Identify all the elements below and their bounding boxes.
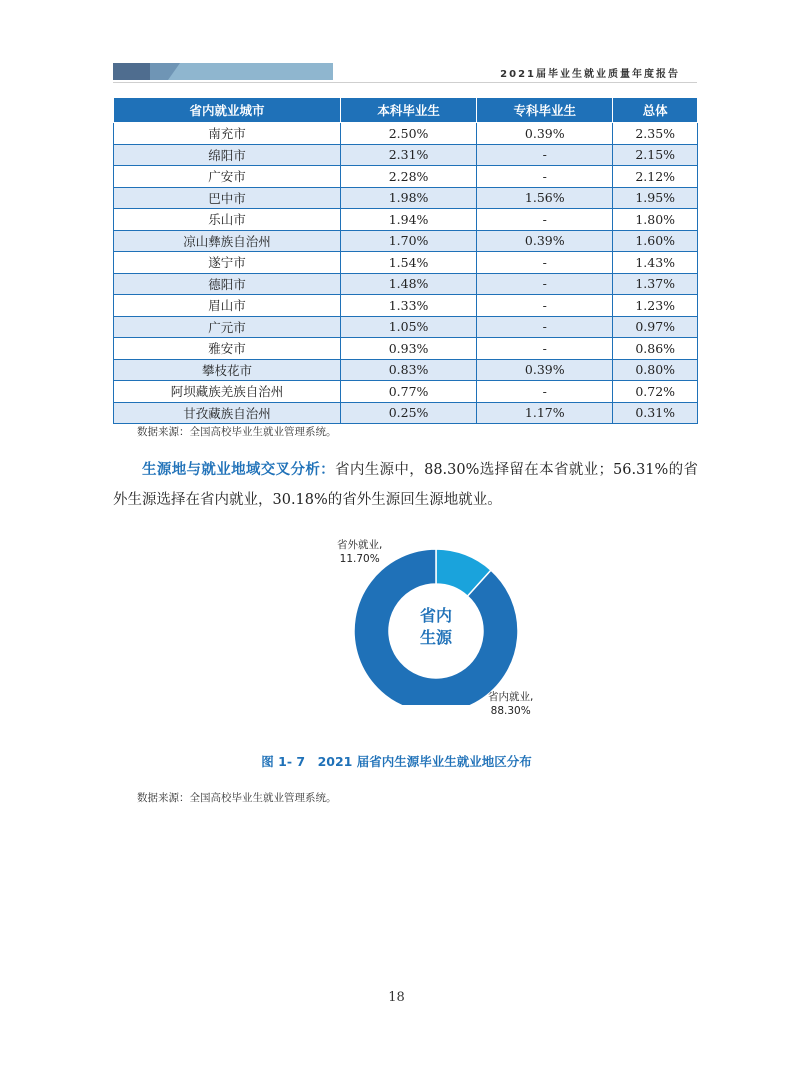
slice-label-value: 11.70%: [339, 553, 380, 565]
city-cell: 广安市: [114, 166, 341, 188]
table-row: [114, 338, 698, 360]
value-cell: -: [477, 252, 613, 274]
city-cell: 广元市: [114, 316, 341, 338]
value-cell: 1.43%: [613, 252, 698, 274]
table-row: [114, 209, 698, 231]
value-cell: 1.48%: [341, 273, 477, 295]
table-row: [114, 187, 698, 209]
slice-label-name: 省外就业,: [337, 539, 383, 551]
report-title: 2021届毕业生就业质量年度报告: [500, 69, 680, 80]
value-cell: -: [477, 144, 613, 166]
value-cell: 1.70%: [341, 230, 477, 252]
city-cell: 甘孜藏族自治州: [114, 402, 341, 424]
table-row: [114, 166, 698, 188]
column-header: 总体: [613, 98, 698, 123]
city-cell: 南充市: [114, 123, 341, 145]
city-cell: 雅安市: [114, 338, 341, 360]
figure-source-note: 数据来源：全国高校毕业生就业管理系统。: [137, 792, 337, 804]
table-row: [114, 402, 698, 424]
value-cell: 2.50%: [341, 123, 477, 145]
page-number: 18: [388, 990, 405, 1005]
paragraph-text: 省内生源中，88.30%选择留在本省就业；56.31%的省外生源选择在省内就业，30.18%的省外生源回生源地就业。: [113, 462, 698, 508]
slice-label-value: 88.30%: [490, 705, 531, 717]
value-cell: 1.05%: [341, 316, 477, 338]
city-cell: 德阳市: [114, 273, 341, 295]
value-cell: 2.28%: [341, 166, 477, 188]
city-cell: 遂宁市: [114, 252, 341, 274]
figure-caption: 图 1- 7 2021 届省内生源毕业生就业地区分布: [261, 754, 532, 769]
table-row: [114, 381, 698, 403]
value-cell: -: [477, 209, 613, 231]
value-cell: 2.35%: [613, 123, 698, 145]
city-cell: 阿坝藏族羌族自治州: [114, 381, 341, 403]
value-cell: 0.39%: [477, 230, 613, 252]
table-row: [114, 273, 698, 295]
value-cell: 0.97%: [613, 316, 698, 338]
value-cell: 1.98%: [341, 187, 477, 209]
city-cell: 乐山市: [114, 209, 341, 231]
value-cell: 1.37%: [613, 273, 698, 295]
value-cell: 0.83%: [341, 359, 477, 381]
value-cell: -: [477, 166, 613, 188]
table-row: [114, 144, 698, 166]
value-cell: 1.23%: [613, 295, 698, 317]
city-cell: 绵阳市: [114, 144, 341, 166]
value-cell: -: [477, 381, 613, 403]
donut-chart: [300, 525, 540, 705]
value-cell: 0.39%: [477, 123, 613, 145]
table-row: [114, 230, 698, 252]
slice-label-inside: [488, 690, 533, 718]
value-cell: 0.77%: [341, 381, 477, 403]
city-cell: 巴中市: [114, 187, 341, 209]
column-header: 省内就业城市: [114, 98, 341, 123]
analysis-paragraph: [113, 455, 698, 515]
column-header: 专科毕业生: [477, 98, 613, 123]
slice-label-outside: [337, 538, 382, 566]
value-cell: 1.54%: [341, 252, 477, 274]
value-cell: -: [477, 338, 613, 360]
value-cell: 1.17%: [477, 402, 613, 424]
center-label-line1: 省内: [419, 606, 453, 625]
city-cell: 眉山市: [114, 295, 341, 317]
value-cell: 2.12%: [613, 166, 698, 188]
column-header: 本科毕业生: [341, 98, 477, 123]
value-cell: 1.95%: [613, 187, 698, 209]
value-cell: 0.39%: [477, 359, 613, 381]
donut-slice: [354, 549, 518, 705]
value-cell: 1.33%: [341, 295, 477, 317]
value-cell: 0.31%: [613, 402, 698, 424]
table-row: [114, 359, 698, 381]
value-cell: 0.25%: [341, 402, 477, 424]
table-source-note: 数据来源：全国高校毕业生就业管理系统。: [137, 426, 337, 438]
value-cell: 2.15%: [613, 144, 698, 166]
table-row: [114, 316, 698, 338]
value-cell: 0.80%: [613, 359, 698, 381]
value-cell: 0.72%: [613, 381, 698, 403]
table-row: [114, 252, 698, 274]
city-cell: 凉山彝族自治州: [114, 230, 341, 252]
value-cell: 1.80%: [613, 209, 698, 231]
value-cell: 1.94%: [341, 209, 477, 231]
city-cell: 攀枝花市: [114, 359, 341, 381]
table-body: [114, 123, 698, 424]
paragraph-lead: 生源地与就业地域交叉分析：: [142, 462, 336, 478]
table-row: [114, 295, 698, 317]
value-cell: 2.31%: [341, 144, 477, 166]
table-row: [114, 123, 698, 145]
value-cell: 0.86%: [613, 338, 698, 360]
value-cell: 0.93%: [341, 338, 477, 360]
value-cell: 1.60%: [613, 230, 698, 252]
value-cell: 1.56%: [477, 187, 613, 209]
table-header-row: [114, 98, 698, 123]
slice-label-name: 省内就业,: [488, 691, 534, 703]
value-cell: -: [477, 295, 613, 317]
value-cell: -: [477, 273, 613, 295]
center-label-line2: 生源: [419, 628, 453, 647]
header-decoration-light: [163, 63, 333, 80]
city-employment-table: [113, 97, 698, 424]
header-divider: [113, 82, 697, 83]
value-cell: -: [477, 316, 613, 338]
